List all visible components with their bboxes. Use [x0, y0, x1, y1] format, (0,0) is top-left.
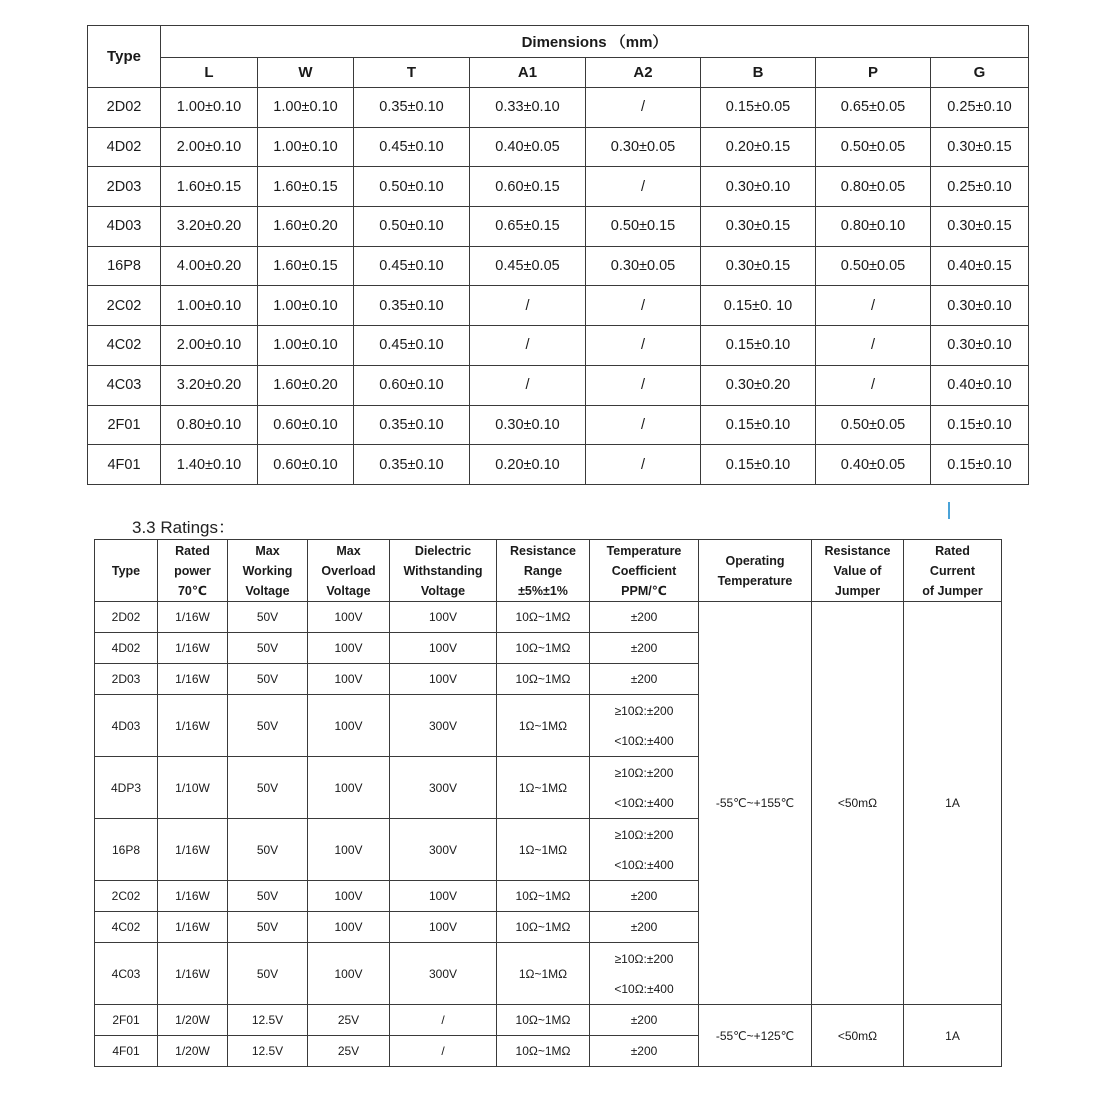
tcr-line: ±200: [630, 889, 658, 903]
dimension-cell: 1.00±0.10: [258, 286, 354, 326]
header-line: PPM/℃: [621, 583, 667, 598]
header-line: Temperature: [717, 573, 793, 588]
dimension-cell: 0.45±0.10: [354, 246, 470, 286]
dimension-cell: 0.45±0.10: [354, 127, 470, 167]
dimension-cell: 0.35±0.10: [354, 286, 470, 326]
tcr-line: <10Ω:±400: [614, 795, 674, 810]
table-row: [88, 207, 1029, 247]
overload-voltage-cell: 100V: [308, 881, 390, 912]
tcr-line: ≥10Ω:±200: [614, 827, 674, 842]
rat-range-header: [497, 540, 590, 602]
type-cell: 4C02: [88, 326, 161, 366]
table-row: [95, 1005, 1002, 1036]
overload-voltage-cell: 100V: [308, 757, 390, 819]
overload-voltage-cell: 100V: [308, 819, 390, 881]
dielectric-voltage-cell: /: [390, 1005, 497, 1036]
dimension-cell: 0.50±0.05: [816, 127, 931, 167]
header-line: Overload: [321, 563, 376, 578]
dimension-cell: 0.30±0.15: [931, 127, 1029, 167]
dimension-cell: 0.25±0.10: [931, 167, 1029, 207]
text-cursor-mark: [948, 502, 950, 519]
header-line: Value of: [833, 563, 882, 578]
dimension-cell: 0.80±0.10: [816, 207, 931, 247]
resistance-range-cell: 10Ω~1MΩ: [497, 664, 590, 695]
header-line: Rated: [935, 543, 970, 558]
dimension-cell: 0.45±0.10: [354, 326, 470, 366]
dimension-cell: 0.30±0.10: [931, 326, 1029, 366]
header-line: of Jumper: [922, 583, 983, 598]
resistance-range-cell: 10Ω~1MΩ: [497, 633, 590, 664]
working-voltage-cell: 50V: [228, 695, 308, 757]
overload-voltage-cell: 100V: [308, 912, 390, 943]
header-line: Dielectric: [414, 543, 472, 558]
dimension-cell: /: [816, 326, 931, 366]
dimension-cell: 0.15±0.05: [701, 88, 816, 128]
jumper-current-cell: 1A: [904, 1005, 1002, 1067]
tcr-line: ±200: [630, 1044, 658, 1058]
table-row: [88, 88, 1029, 128]
overload-voltage-cell: 100V: [308, 633, 390, 664]
working-voltage-cell: 50V: [228, 819, 308, 881]
dimension-cell: 3.20±0.20: [161, 365, 258, 405]
rat-working-header: [228, 540, 308, 602]
dimension-cell: 0.45±0.05: [470, 246, 586, 286]
type-cell: 2C02: [95, 881, 158, 912]
overload-voltage-cell: 100V: [308, 695, 390, 757]
working-voltage-cell: 50V: [228, 633, 308, 664]
type-cell: 16P8: [88, 246, 161, 286]
resistance-range-cell: 1Ω~1MΩ: [497, 757, 590, 819]
dimension-cell: 1.60±0.15: [258, 246, 354, 286]
dimension-cell: /: [470, 365, 586, 405]
table-row: [88, 246, 1029, 286]
tcr-cell: [590, 1036, 699, 1067]
dimension-cell: 1.40±0.10: [161, 445, 258, 485]
resistance-range-cell: 10Ω~1MΩ: [497, 881, 590, 912]
tcr-line: <10Ω:±400: [614, 981, 674, 996]
dimension-cell: 0.30±0.15: [931, 207, 1029, 247]
rated-power-cell: 1/16W: [158, 943, 228, 1005]
table-row: [88, 405, 1029, 445]
header-line: Resistance: [824, 543, 891, 558]
dielectric-voltage-cell: 300V: [390, 757, 497, 819]
type-cell: 4C03: [95, 943, 158, 1005]
header-line: Rated: [175, 543, 210, 558]
rated-power-cell: 1/16W: [158, 602, 228, 633]
rated-power-cell: 1/16W: [158, 664, 228, 695]
tcr-line: ±200: [630, 1013, 658, 1027]
header-line: Operating: [725, 553, 785, 568]
type-cell: 2D02: [95, 602, 158, 633]
dimension-cell: 0.15±0. 10: [701, 286, 816, 326]
dimension-cell: 0.35±0.10: [354, 88, 470, 128]
header-line: Max: [336, 543, 361, 558]
dimension-cell: 1.60±0.20: [258, 365, 354, 405]
resistance-range-cell: 1Ω~1MΩ: [497, 943, 590, 1005]
dielectric-voltage-cell: 100V: [390, 633, 497, 664]
type-cell: 4DP3: [95, 757, 158, 819]
dimension-cell: 0.15±0.10: [701, 405, 816, 445]
table-row: [95, 602, 1002, 633]
dim-col-header-a2: A2: [586, 58, 701, 88]
header-line: Range: [523, 563, 563, 578]
dimension-cell: 0.35±0.10: [354, 405, 470, 445]
tcr-line: <10Ω:±400: [614, 733, 674, 748]
rat-overload-header: [308, 540, 390, 602]
dimension-cell: /: [816, 365, 931, 405]
rated-power-cell: 1/10W: [158, 757, 228, 819]
jumper-resistance-cell: <50mΩ: [812, 1005, 904, 1067]
working-voltage-cell: 50V: [228, 757, 308, 819]
dimension-cell: /: [470, 286, 586, 326]
overload-voltage-cell: 100V: [308, 943, 390, 1005]
type-cell: 4C03: [88, 365, 161, 405]
dimension-cell: 1.60±0.15: [258, 167, 354, 207]
dimension-cell: 0.60±0.10: [258, 405, 354, 445]
resistance-range-cell: 1Ω~1MΩ: [497, 695, 590, 757]
dim-col-header-l: L: [161, 58, 258, 88]
dimension-cell: /: [586, 88, 701, 128]
tcr-cell: [590, 881, 699, 912]
tcr-cell: [590, 633, 699, 664]
type-cell: 2F01: [95, 1005, 158, 1036]
table-row: [88, 365, 1029, 405]
tcr-line: ≥10Ω:±200: [614, 951, 674, 966]
working-voltage-cell: 50V: [228, 912, 308, 943]
rated-power-cell: 1/16W: [158, 881, 228, 912]
table-row: [88, 445, 1029, 485]
dimension-cell: 0.40±0.05: [470, 127, 586, 167]
tcr-line: ≥10Ω:±200: [614, 703, 674, 718]
overload-voltage-cell: 25V: [308, 1005, 390, 1036]
dimension-cell: 0.30±0.10: [701, 167, 816, 207]
dimension-cell: 1.00±0.10: [161, 88, 258, 128]
header-line: Voltage: [245, 583, 290, 598]
tcr-cell: [590, 943, 699, 1005]
rated-power-cell: 1/16W: [158, 695, 228, 757]
dimension-cell: 0.30±0.05: [586, 246, 701, 286]
dimension-cell: 0.40±0.10: [931, 365, 1029, 405]
dimension-cell: 0.30±0.15: [701, 207, 816, 247]
type-cell: 4F01: [88, 445, 161, 485]
tcr-line: <10Ω:±400: [614, 857, 674, 872]
dim-col-header-b: B: [701, 58, 816, 88]
dimension-cell: 0.80±0.10: [161, 405, 258, 445]
dimension-cell: 4.00±0.20: [161, 246, 258, 286]
dimension-cell: /: [586, 167, 701, 207]
dimension-cell: 1.00±0.10: [161, 286, 258, 326]
rat-jumper-res-header: [812, 540, 904, 602]
table-row: [88, 326, 1029, 366]
dimension-cell: 3.20±0.20: [161, 207, 258, 247]
header-line: Withstanding: [403, 563, 483, 578]
rat-type-header: Type: [95, 540, 158, 602]
dimension-cell: 0.40±0.05: [816, 445, 931, 485]
header-line: Current: [929, 563, 976, 578]
dimension-cell: /: [586, 445, 701, 485]
dimension-cell: /: [586, 405, 701, 445]
resistance-range-cell: 10Ω~1MΩ: [497, 912, 590, 943]
dimension-cell: 0.50±0.10: [354, 167, 470, 207]
working-voltage-cell: 50V: [228, 664, 308, 695]
header-line: Coefficient: [611, 563, 677, 578]
dimension-cell: 0.20±0.15: [701, 127, 816, 167]
header-line: power: [174, 563, 211, 578]
dimension-cell: 0.25±0.10: [931, 88, 1029, 128]
dim-col-header-g: G: [931, 58, 1029, 88]
dielectric-voltage-cell: 300V: [390, 819, 497, 881]
operating-temp-cell: -55℃~+155℃: [699, 602, 812, 1005]
dimension-cell: 1.60±0.20: [258, 207, 354, 247]
working-voltage-cell: 12.5V: [228, 1036, 308, 1067]
dimension-cell: 0.15±0.10: [701, 445, 816, 485]
dielectric-voltage-cell: 300V: [390, 695, 497, 757]
dimension-cell: /: [816, 286, 931, 326]
dimension-cell: 0.65±0.15: [470, 207, 586, 247]
dimension-cell: 0.50±0.05: [816, 405, 931, 445]
tcr-line: ±200: [630, 641, 658, 655]
dimension-cell: 0.20±0.10: [470, 445, 586, 485]
dielectric-voltage-cell: 100V: [390, 912, 497, 943]
type-cell: 2D02: [88, 88, 161, 128]
type-cell: 4D02: [88, 127, 161, 167]
rat-tcr-header: [590, 540, 699, 602]
tcr-cell: [590, 602, 699, 633]
dim-col-header-p: P: [816, 58, 931, 88]
dimension-cell: 0.60±0.10: [354, 365, 470, 405]
dim-col-header-w: W: [258, 58, 354, 88]
dimension-cell: 0.50±0.15: [586, 207, 701, 247]
header-line: Jumper: [834, 583, 881, 598]
dimension-cell: 1.60±0.15: [161, 167, 258, 207]
header-line: Resistance: [509, 543, 576, 558]
type-cell: 2D03: [95, 664, 158, 695]
tcr-cell: [590, 664, 699, 695]
dimension-cell: 0.40±0.15: [931, 246, 1029, 286]
dimension-cell: 0.60±0.10: [258, 445, 354, 485]
dimension-cell: 0.15±0.10: [931, 405, 1029, 445]
header-line: Voltage: [420, 583, 466, 598]
header-line: Voltage: [326, 583, 371, 598]
dielectric-voltage-cell: /: [390, 1036, 497, 1067]
header-line: Working: [242, 563, 293, 578]
header-line: Max: [255, 543, 280, 558]
dimension-cell: /: [586, 365, 701, 405]
dimension-cell: 0.60±0.15: [470, 167, 586, 207]
resistance-range-cell: 10Ω~1MΩ: [497, 1036, 590, 1067]
rat-dielectric-header: [390, 540, 497, 602]
tcr-cell: [590, 819, 699, 881]
dim-col-header-a1: A1: [470, 58, 586, 88]
operating-temp-cell: -55℃~+125℃: [699, 1005, 812, 1067]
dimension-cell: 1.00±0.10: [258, 127, 354, 167]
tcr-line: ±200: [630, 610, 658, 624]
dim-col-header-t: T: [354, 58, 470, 88]
dimension-cell: 0.50±0.05: [816, 246, 931, 286]
dimension-cell: 2.00±0.10: [161, 326, 258, 366]
rated-power-cell: 1/20W: [158, 1005, 228, 1036]
dimension-cell: 0.33±0.10: [470, 88, 586, 128]
table-row: [88, 127, 1029, 167]
overload-voltage-cell: 100V: [308, 602, 390, 633]
jumper-current-cell: 1A: [904, 602, 1002, 1005]
resistance-range-cell: 10Ω~1MΩ: [497, 602, 590, 633]
overload-voltage-cell: 100V: [308, 664, 390, 695]
type-cell: 4D03: [88, 207, 161, 247]
dim-type-header: Type: [88, 26, 161, 88]
dimension-cell: 2.00±0.10: [161, 127, 258, 167]
type-cell: 2F01: [88, 405, 161, 445]
dimension-cell: 1.00±0.10: [258, 88, 354, 128]
dielectric-voltage-cell: 100V: [390, 602, 497, 633]
type-cell: 4D02: [95, 633, 158, 664]
rat-optemp-header: [699, 540, 812, 602]
dimension-cell: 0.30±0.15: [701, 246, 816, 286]
dimension-cell: 0.15±0.10: [701, 326, 816, 366]
dielectric-voltage-cell: 100V: [390, 664, 497, 695]
rated-power-cell: 1/16W: [158, 819, 228, 881]
jumper-resistance-cell: <50mΩ: [812, 602, 904, 1005]
rat-jumper-cur-header: [904, 540, 1002, 602]
type-cell: 16P8: [95, 819, 158, 881]
rated-power-cell: 1/16W: [158, 912, 228, 943]
dimension-cell: 0.65±0.05: [816, 88, 931, 128]
dimension-cell: 0.30±0.20: [701, 365, 816, 405]
dimension-cell: 0.80±0.05: [816, 167, 931, 207]
header-line: ±5%±1%: [518, 583, 568, 598]
section-title: 3.3 Ratings：: [132, 518, 235, 537]
working-voltage-cell: 50V: [228, 881, 308, 912]
ratings-table: [94, 539, 1002, 1067]
working-voltage-cell: 50V: [228, 602, 308, 633]
dimension-cell: 0.50±0.10: [354, 207, 470, 247]
resistance-range-cell: 1Ω~1MΩ: [497, 819, 590, 881]
working-voltage-cell: 50V: [228, 943, 308, 1005]
dimension-cell: /: [586, 326, 701, 366]
dimension-cell: 1.00±0.10: [258, 326, 354, 366]
type-cell: 2D03: [88, 167, 161, 207]
dimensions-table: [87, 25, 1029, 485]
tcr-cell: [590, 695, 699, 757]
tcr-cell: [590, 1005, 699, 1036]
dimension-cell: 0.30±0.10: [470, 405, 586, 445]
header-line: Temperature: [606, 543, 682, 558]
dimension-cell: 0.35±0.10: [354, 445, 470, 485]
dimension-cell: 0.15±0.10: [931, 445, 1029, 485]
tcr-cell: [590, 912, 699, 943]
rated-power-cell: 1/20W: [158, 1036, 228, 1067]
tcr-line: ±200: [630, 672, 658, 686]
table-row: [88, 167, 1029, 207]
tcr-line: ≥10Ω:±200: [614, 765, 674, 780]
dimension-cell: /: [586, 286, 701, 326]
overload-voltage-cell: 25V: [308, 1036, 390, 1067]
type-cell: 4D03: [95, 695, 158, 757]
rat-power-header: [158, 540, 228, 602]
dielectric-voltage-cell: 300V: [390, 943, 497, 1005]
type-cell: 4C02: [95, 912, 158, 943]
type-cell: 2C02: [88, 286, 161, 326]
dimension-cell: 0.30±0.10: [931, 286, 1029, 326]
tcr-line: ±200: [630, 920, 658, 934]
header-line: 70℃: [177, 583, 208, 598]
working-voltage-cell: 12.5V: [228, 1005, 308, 1036]
rated-power-cell: 1/16W: [158, 633, 228, 664]
type-cell: 4F01: [95, 1036, 158, 1067]
dimension-cell: 0.30±0.05: [586, 127, 701, 167]
resistance-range-cell: 10Ω~1MΩ: [497, 1005, 590, 1036]
dim-group-header: Dimensions （mm）: [161, 26, 1029, 58]
dielectric-voltage-cell: 100V: [390, 881, 497, 912]
tcr-cell: [590, 757, 699, 819]
dimension-cell: /: [470, 326, 586, 366]
table-row: [88, 286, 1029, 326]
